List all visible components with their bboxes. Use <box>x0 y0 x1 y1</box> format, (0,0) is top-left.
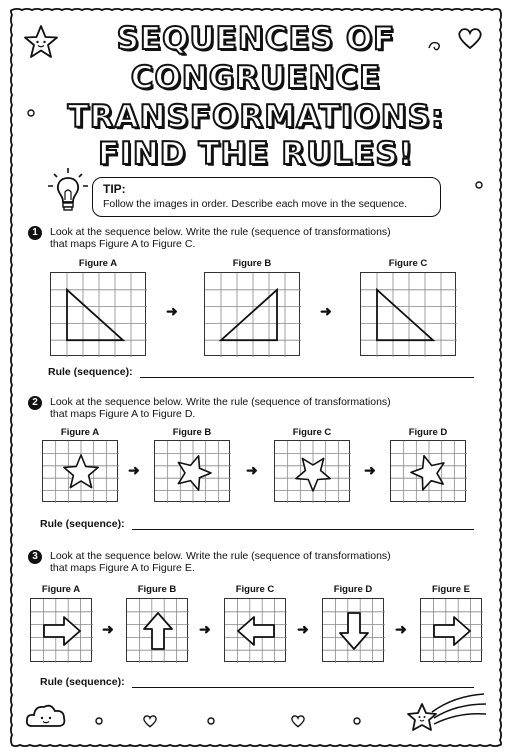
q1-figure-b-label: Figure B <box>232 258 272 269</box>
q2-figure-b-label: Figure B <box>172 427 212 438</box>
q2-figure-c-grid <box>274 440 350 502</box>
q2-arrow-1: ➜ <box>128 462 140 478</box>
q2-rule-label: Rule (sequence): <box>40 518 125 530</box>
q3-figure-a-label: Figure A <box>41 584 81 595</box>
q2-figure-a-label: Figure A <box>60 427 100 438</box>
question-2-number: 2 <box>28 396 42 410</box>
q3-figure-b-label: Figure B <box>137 584 177 595</box>
q2-arrow-2: ➜ <box>246 462 258 478</box>
question-2-line-2: that maps Figure A to Figure D. <box>50 408 196 420</box>
dot-icon <box>94 716 104 726</box>
q1-figure-b-grid <box>204 272 300 356</box>
dot-icon <box>352 716 362 726</box>
q3-figure-d-grid <box>322 598 384 662</box>
q1-figure-c-label: Figure C <box>388 258 428 269</box>
q3-figure-c-grid <box>224 598 286 662</box>
q3-figure-e-label: Figure E <box>431 584 470 595</box>
question-1-line-2: that maps Figure A to Figure C. <box>50 238 196 250</box>
question-3-line-2: that maps Figure A to Figure E. <box>50 562 195 574</box>
question-1-prompt <box>50 226 391 250</box>
question-2-line-1: Look at the sequence below. Write the rule (sequence of transformations) <box>50 396 391 408</box>
question-3-line-1: Look at the sequence below. Write the rule (sequence of transformations) <box>50 550 391 562</box>
q1-figure-c-grid <box>360 272 456 356</box>
q3-arrow-1: ➜ <box>102 621 114 637</box>
q3-figure-e-grid <box>420 598 482 662</box>
q3-figure-b-grid <box>126 598 188 662</box>
dot-icon <box>474 180 484 190</box>
q1-arrow-2: ➜ <box>320 303 332 319</box>
q1-figure-a-label: Figure A <box>78 258 118 269</box>
q3-arrow-4: ➜ <box>395 621 407 637</box>
tip-label: TIP: <box>103 182 126 196</box>
arrow-shape <box>340 613 368 649</box>
shooting-star-icon <box>404 690 488 738</box>
q3-figure-d-label: Figure D <box>333 584 373 595</box>
arrow-shape <box>434 617 470 645</box>
q1-rule-label: Rule (sequence): <box>48 366 133 378</box>
arrow-shape <box>238 617 274 645</box>
heart-icon <box>142 714 158 728</box>
question-3-prompt <box>50 550 391 574</box>
q3-figure-c-label: Figure C <box>235 584 275 595</box>
heart-icon <box>290 714 306 728</box>
dot-icon <box>206 716 216 726</box>
q1-figure-a-grid <box>50 272 146 356</box>
page-title-line-3: TRANSFORMATIONS: <box>67 99 445 135</box>
q3-rule-label: Rule (sequence): <box>40 676 125 688</box>
q3-arrow-2: ➜ <box>199 621 211 637</box>
arrow-shape <box>44 617 80 645</box>
q2-rule-answer-line[interactable] <box>132 529 474 530</box>
q3-rule-answer-line[interactable] <box>132 687 474 688</box>
q1-rule-answer-line[interactable] <box>140 377 474 378</box>
tip-text: Follow the images in order. Describe each move in the sequence. <box>103 198 408 210</box>
q1-arrow-1: ➜ <box>166 303 178 319</box>
page-title-line-1: SEQUENCES OF <box>116 21 396 57</box>
question-1-line-1: Look at the sequence below. Write the rule (sequence of transformations) <box>50 226 391 238</box>
lightbulb-icon <box>46 166 90 216</box>
question-3-number: 3 <box>28 550 42 564</box>
q2-figure-b-grid <box>154 440 230 502</box>
q3-figure-a-grid <box>30 598 92 662</box>
tip-box <box>92 177 441 217</box>
page-title-line-2: CONGRUENCE <box>130 60 382 96</box>
question-2-prompt <box>50 396 391 420</box>
arrow-shape <box>144 613 172 649</box>
cloud-face-icon <box>24 700 68 730</box>
star-shape <box>178 456 211 490</box>
q2-figure-a-grid <box>42 440 118 502</box>
question-1-number: 1 <box>28 226 42 240</box>
q2-figure-d-grid <box>390 440 466 502</box>
q2-figure-d-label: Figure D <box>408 427 448 438</box>
q3-arrow-3: ➜ <box>297 621 309 637</box>
page-title-line-4: FIND THE RULES! <box>98 136 414 172</box>
q2-arrow-3: ➜ <box>364 462 376 478</box>
q2-figure-c-label: Figure C <box>292 427 332 438</box>
